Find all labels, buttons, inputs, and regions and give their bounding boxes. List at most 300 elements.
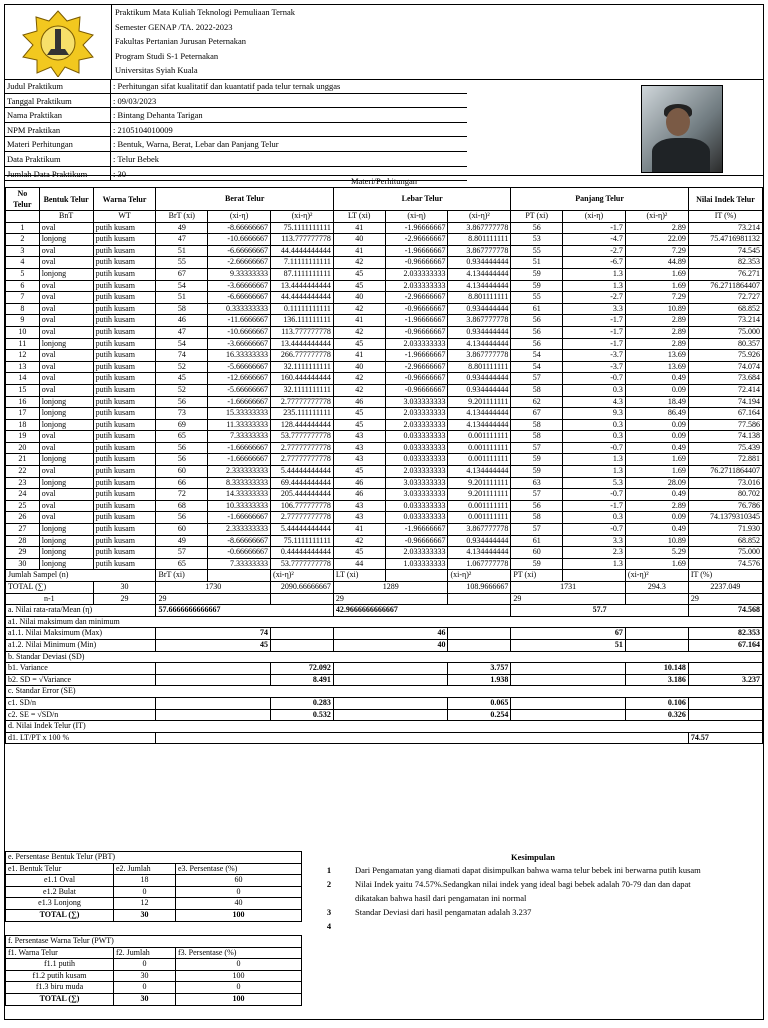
table-cell: lonjong [39, 558, 93, 570]
table-cell: 2.89 [625, 222, 688, 234]
subheader-cell: BrT (xi) [156, 211, 208, 223]
table-cell [448, 639, 511, 651]
table-cell: 57 [511, 489, 563, 501]
table-cell: 75.439 [688, 442, 762, 454]
info-label: Tanggal Praktikum [5, 94, 111, 109]
table-cell [625, 639, 688, 651]
table-cell: 18 [6, 419, 40, 431]
table-cell: 5.44444444444 [271, 466, 334, 478]
table-cell: 28 [6, 535, 40, 547]
table-cell [271, 628, 334, 640]
table-cell: 26 [6, 512, 40, 524]
summary-row [6, 570, 763, 582]
table-cell: -1.96666667 [385, 245, 448, 257]
info-block [5, 79, 763, 179]
table-cell: (xi-η)² [625, 570, 688, 582]
table-cell: 56 [511, 326, 563, 338]
table-cell: 56 [156, 512, 208, 524]
pbt-header: e1. Bentuk Telur [6, 863, 114, 875]
table-cell: 59 [511, 466, 563, 478]
subheader-cell: (xi-η) [208, 211, 271, 223]
table-cell: oval [39, 257, 93, 269]
table-cell: 43 [333, 454, 385, 466]
table-cell: 128.444444444 [271, 419, 334, 431]
table-row [6, 292, 763, 304]
info-label: Materi Perhitungan [5, 137, 111, 152]
table-cell: 42.9666666666667 [333, 605, 510, 617]
table-cell [563, 570, 626, 582]
table-cell: e1.2 Bulat [6, 886, 114, 898]
table-cell: putih kusam [93, 466, 156, 478]
table-cell: 77.586 [688, 419, 762, 431]
table-cell: 41 [333, 245, 385, 257]
table-cell: 53.7777777778 [271, 558, 334, 570]
table-cell: 1.3 [563, 268, 626, 280]
col-warna: Warna Telur [93, 188, 156, 211]
table-cell: 57 [156, 547, 208, 559]
table-cell: putih kusam [93, 245, 156, 257]
table-cell: 3.757 [448, 663, 511, 675]
table-cell [156, 732, 688, 744]
subheader-cell: (xi-η)² [625, 211, 688, 223]
table-cell: 2.77777777778 [271, 396, 334, 408]
summary-row [6, 616, 763, 628]
table-cell: 205.444444444 [271, 489, 334, 501]
table-cell: 56 [511, 338, 563, 350]
table-cell: putih kusam [93, 280, 156, 292]
table-cell: putih kusam [93, 489, 156, 501]
table-row [6, 909, 302, 921]
table-cell: 0.033333333 [385, 500, 448, 512]
table-cell: 55 [156, 257, 208, 269]
table-cell: -1.7 [563, 338, 626, 350]
table-cell: 12 [114, 898, 176, 910]
table-cell: 0.934444444 [448, 373, 511, 385]
table-cell: 27 [6, 524, 40, 536]
table-cell: 1.3 [563, 466, 626, 478]
table-cell: 9.3 [563, 408, 626, 420]
table-cell: 44.4444444444 [271, 292, 334, 304]
table-cell: 24 [6, 489, 40, 501]
table-cell [156, 697, 271, 709]
table-cell: f1.1 putih [6, 959, 114, 971]
table-cell: -1.96666667 [385, 315, 448, 327]
table-cell: -0.96666667 [385, 303, 448, 315]
table-cell: 15.33333333 [208, 408, 271, 420]
table-cell: 0.49 [625, 442, 688, 454]
student-photo [641, 85, 723, 173]
table-cell: 42 [333, 257, 385, 269]
table-cell: 62 [511, 396, 563, 408]
pbt-title: e. Persentase Bentuk Telur (PBT) [6, 852, 302, 864]
table-row [6, 886, 302, 898]
table-cell: 0.532 [271, 709, 334, 721]
table-cell: 3.033333333 [385, 477, 448, 489]
summary-row [6, 732, 763, 744]
table-cell: -0.96666667 [385, 535, 448, 547]
table-row [6, 373, 763, 385]
table-row [6, 547, 763, 559]
summary-row [6, 639, 763, 651]
table-cell: 136.111111111 [271, 315, 334, 327]
conclusion-item [303, 905, 763, 919]
table-cell: 0 [114, 982, 176, 994]
table-cell: 18 [114, 875, 176, 887]
table-cell: lonjong [39, 524, 93, 536]
table-cell: 0.934444444 [448, 303, 511, 315]
pwt-title: f. Persentase Warna Telur (PWT) [6, 936, 302, 948]
table-cell: -12.6666667 [208, 373, 271, 385]
table-cell: 44.4444444444 [271, 245, 334, 257]
table-cell: 10.89 [625, 535, 688, 547]
table-cell: 3.186 [625, 674, 688, 686]
table-cell: 2.89 [625, 315, 688, 327]
pwt-header: f1. Warna Telur [6, 947, 114, 959]
table-cell: 0.49 [625, 373, 688, 385]
table-cell: putih kusam [93, 292, 156, 304]
table-cell: 47 [156, 326, 208, 338]
table-cell: 74.074 [688, 361, 762, 373]
table-cell: 3.867777778 [448, 222, 511, 234]
table-cell: 68.852 [688, 303, 762, 315]
table-row [6, 234, 763, 246]
table-cell: 0.283 [271, 697, 334, 709]
table-cell: oval [39, 222, 93, 234]
table-cell: -5.66666667 [208, 361, 271, 373]
table-cell: 73.684 [688, 373, 762, 385]
table-cell: 72.881 [688, 454, 762, 466]
table-cell: lonjong [39, 338, 93, 350]
table-cell: 74.194 [688, 396, 762, 408]
table-cell: 76.2711864407 [688, 280, 762, 292]
table-cell: 57.7 [511, 605, 688, 617]
table-cell: 0.254 [448, 709, 511, 721]
table-row [6, 477, 763, 489]
table-cell: 44.89 [625, 257, 688, 269]
table-cell: 1.033333333 [385, 558, 448, 570]
table-cell: 32.1111111111 [271, 361, 334, 373]
table-cell: 2.3 [563, 547, 626, 559]
table-cell [511, 663, 626, 675]
table-cell: 51 [156, 245, 208, 257]
conclusion-num: 4 [326, 921, 332, 931]
table-cell: 0.065 [448, 697, 511, 709]
subheader-cell [6, 211, 40, 223]
table-cell: 25 [6, 500, 40, 512]
table-cell: 9.201111111 [448, 489, 511, 501]
table-cell: putih kusam [93, 500, 156, 512]
table-cell: 60 [511, 547, 563, 559]
table-cell: 1731 [511, 582, 626, 594]
info-value: : Bentuk, Warna, Berat, Lebar dan Panjang Telur [111, 137, 467, 152]
col-berat: Berat Telur [156, 188, 333, 211]
table-cell: -1.7 [563, 500, 626, 512]
table-cell: d. Nilai Indek Telur (IT) [6, 721, 763, 733]
table-cell: 13.69 [625, 361, 688, 373]
table-cell: 54 [156, 338, 208, 350]
table-cell: -2.96666667 [385, 234, 448, 246]
pwt-table [5, 935, 302, 1006]
table-cell: -6.66666667 [208, 245, 271, 257]
table-cell [625, 593, 688, 605]
table-cell: putih kusam [93, 442, 156, 454]
table-cell: -5.66666667 [208, 384, 271, 396]
table-cell: 67 [511, 408, 563, 420]
conclusion-num: 1 [326, 865, 332, 875]
table-cell: 58 [511, 431, 563, 443]
table-cell: 108.9666667 [448, 582, 511, 594]
table-cell: 0.11111111111 [271, 303, 334, 315]
table-cell: 2.77777777778 [271, 442, 334, 454]
info-label: Data Praktikum [5, 152, 111, 167]
info-label: Jumlah Data Praktikum [5, 167, 111, 182]
table-cell: 29 [511, 593, 626, 605]
table-cell: -2.66666667 [208, 257, 271, 269]
subheader-cell: LT (xi) [333, 211, 385, 223]
table-cell: 41 [333, 524, 385, 536]
table-cell [156, 663, 271, 675]
table-cell: 75.000 [688, 326, 762, 338]
table-cell: 69.4444444444 [271, 477, 334, 489]
table-cell: putih kusam [93, 268, 156, 280]
summary-row [6, 628, 763, 640]
table-cell: 2.033333333 [385, 466, 448, 478]
table-cell: -1.7 [563, 315, 626, 327]
info-value: : 09/03/2023 [111, 94, 467, 109]
table-cell: 41 [333, 222, 385, 234]
table-cell: 2.89 [625, 338, 688, 350]
info-label: Nama Praktikan [5, 108, 111, 123]
table-cell: 0.09 [625, 419, 688, 431]
table-cell: 0.033333333 [385, 512, 448, 524]
info-label: Judul Praktikum [5, 79, 111, 94]
table-cell: 65 [156, 431, 208, 443]
table-cell: 9.201111111 [448, 396, 511, 408]
table-cell: 2090.66666667 [271, 582, 334, 594]
col-bentuk: Bentuk Telur [39, 188, 93, 211]
table-cell: 11 [6, 338, 40, 350]
table-cell: 0.001111111 [448, 454, 511, 466]
table-cell: 1.69 [625, 280, 688, 292]
table-cell: lonjong [39, 419, 93, 431]
table-cell: -8.66666667 [208, 535, 271, 547]
table-cell: -4.7 [563, 234, 626, 246]
table-cell: 45 [333, 268, 385, 280]
table-row [6, 419, 763, 431]
table-cell: -0.66666667 [208, 547, 271, 559]
table-row [6, 303, 763, 315]
table-cell: 10.89 [625, 303, 688, 315]
table-cell: 54 [156, 280, 208, 292]
table-cell: 4 [6, 257, 40, 269]
table-cell: 65 [156, 558, 208, 570]
pbt-header: e2. Jumlah [114, 863, 176, 875]
table-cell: 7 [6, 292, 40, 304]
table-cell: 72 [156, 489, 208, 501]
table-cell: -1.96666667 [385, 222, 448, 234]
table-cell: 13.69 [625, 350, 688, 362]
table-cell: -0.96666667 [385, 373, 448, 385]
table-cell: 59 [511, 280, 563, 292]
table-cell: 7.33333333 [208, 558, 271, 570]
table-cell: oval [39, 245, 93, 257]
table-cell: 76.786 [688, 500, 762, 512]
table-row [6, 875, 302, 887]
conclusion-text [355, 919, 715, 933]
table-cell: 22 [6, 466, 40, 478]
table-cell: 9.33333333 [208, 268, 271, 280]
table-cell: 58 [511, 512, 563, 524]
table-cell: -11.6666667 [208, 315, 271, 327]
table-cell: 41 [333, 350, 385, 362]
table-cell: n-1 [6, 593, 94, 605]
table-cell: e1.3 Lonjong [6, 898, 114, 910]
table-cell: 0 [114, 959, 176, 971]
table-cell: 6 [6, 280, 40, 292]
header-line: Universitas Syiah Kuala [115, 65, 198, 76]
table-cell: 57.6666666666667 [156, 605, 333, 617]
table-cell: 61 [511, 303, 563, 315]
summary-row [6, 605, 763, 617]
info-value: : Perhitungan sifat kualitatif dan kuantatif pada telur ternak unggas [111, 79, 467, 94]
table-cell: 0.033333333 [385, 431, 448, 443]
table-cell: oval [39, 361, 93, 373]
table-cell: lonjong [39, 454, 93, 466]
table-cell: 1.067777778 [448, 558, 511, 570]
table-cell: 80.702 [688, 489, 762, 501]
worksheet-page [4, 4, 764, 1020]
table-cell: 294.3 [625, 582, 688, 594]
table-cell: 30 [6, 558, 40, 570]
table-row [6, 384, 763, 396]
table-cell: 2.77777777778 [271, 454, 334, 466]
table-cell: 51 [511, 257, 563, 269]
university-logo-icon [7, 7, 109, 77]
table-cell: 4.134444444 [448, 466, 511, 478]
table-cell: -10.6666667 [208, 326, 271, 338]
table-cell: 51 [156, 292, 208, 304]
table-cell: 46 [333, 628, 448, 640]
table-row [6, 396, 763, 408]
table-cell: -0.7 [563, 524, 626, 536]
table-cell: 45 [333, 419, 385, 431]
table-cell: 42 [333, 384, 385, 396]
table-row [6, 361, 763, 373]
table-cell: 2.033333333 [385, 280, 448, 292]
table-cell: 60 [156, 466, 208, 478]
table-cell: 74.568 [688, 605, 762, 617]
info-value: : 30 [111, 167, 467, 182]
table-cell: 8.801111111 [448, 361, 511, 373]
table-cell: c2. SE = √SD/n [6, 709, 156, 721]
table-cell: 1289 [333, 582, 448, 594]
table-cell: 113.777777778 [271, 234, 334, 246]
table-cell [208, 570, 271, 582]
table-cell: 42 [333, 535, 385, 547]
table-cell: 73.214 [688, 222, 762, 234]
table-cell: -6.66666667 [208, 292, 271, 304]
table-cell: 0.001111111 [448, 431, 511, 443]
table-cell: oval [39, 512, 93, 524]
table-cell: -0.7 [563, 373, 626, 385]
pbt-table [5, 851, 302, 922]
table-cell: 67 [156, 268, 208, 280]
table-row [6, 993, 302, 1005]
table-cell: 5.3 [563, 477, 626, 489]
table-cell: 29 [93, 593, 156, 605]
table-cell: 2.89 [625, 326, 688, 338]
table-cell: 3.867777778 [448, 524, 511, 536]
table-cell: 7.29 [625, 245, 688, 257]
table-cell: 76.271 [688, 268, 762, 280]
table-cell: 40 [176, 898, 302, 910]
table-cell: putih kusam [93, 431, 156, 443]
table-cell: 74.576 [688, 558, 762, 570]
table-cell: 68.852 [688, 535, 762, 547]
table-cell: -0.7 [563, 442, 626, 454]
table-cell: putih kusam [93, 315, 156, 327]
table-cell: 75.4716981132 [688, 234, 762, 246]
table-cell [271, 593, 334, 605]
table-cell: putih kusam [93, 524, 156, 536]
table-cell: 3.033333333 [385, 489, 448, 501]
table-cell: 51 [511, 639, 626, 651]
table-cell: lonjong [39, 234, 93, 246]
table-row [6, 535, 763, 547]
table-cell: (xi-η)² [448, 570, 511, 582]
table-cell [511, 674, 626, 686]
col-panjang: Panjang Telur [511, 188, 688, 211]
table-cell: putih kusam [93, 454, 156, 466]
table-cell: 49 [156, 222, 208, 234]
table-row [6, 982, 302, 994]
table-cell: 0.44444444444 [271, 547, 334, 559]
table-cell: 4.134444444 [448, 280, 511, 292]
table-cell: 3 [6, 245, 40, 257]
table-cell: 56 [156, 396, 208, 408]
conclusion-text: Dari Pengamatan yang diamati dapat disimpulkan bahwa warna telur bebek ini berwarna putih kusam [355, 865, 701, 875]
table-cell: 100 [176, 970, 302, 982]
table-cell: 61 [511, 535, 563, 547]
table-cell: f1.3 biru muda [6, 982, 114, 994]
table-cell: 71.930 [688, 524, 762, 536]
table-cell: 56 [511, 222, 563, 234]
table-cell: 8.801111111 [448, 234, 511, 246]
table-cell: 74 [156, 628, 271, 640]
table-cell: 60 [176, 875, 302, 887]
table-cell: -3.66666667 [208, 280, 271, 292]
summary-row [6, 674, 763, 686]
table-cell: 53.7777777778 [271, 431, 334, 443]
table-cell: putih kusam [93, 477, 156, 489]
table-row [6, 431, 763, 443]
table-cell: -0.7 [563, 489, 626, 501]
table-cell: BrT (xi) [156, 570, 208, 582]
table-cell: putih kusam [93, 512, 156, 524]
table-row [6, 512, 763, 524]
table-cell: 59 [511, 268, 563, 280]
table-cell: 46 [333, 477, 385, 489]
table-cell: 45 [333, 408, 385, 420]
table-cell: -2.96666667 [385, 292, 448, 304]
table-cell: 2 [6, 234, 40, 246]
table-cell: 1.69 [625, 466, 688, 478]
table-cell: 72.414 [688, 384, 762, 396]
table-cell: 59 [511, 558, 563, 570]
table-cell: 87.1111111111 [271, 268, 334, 280]
table-row [6, 315, 763, 327]
table-cell: IT (%) [688, 570, 762, 582]
